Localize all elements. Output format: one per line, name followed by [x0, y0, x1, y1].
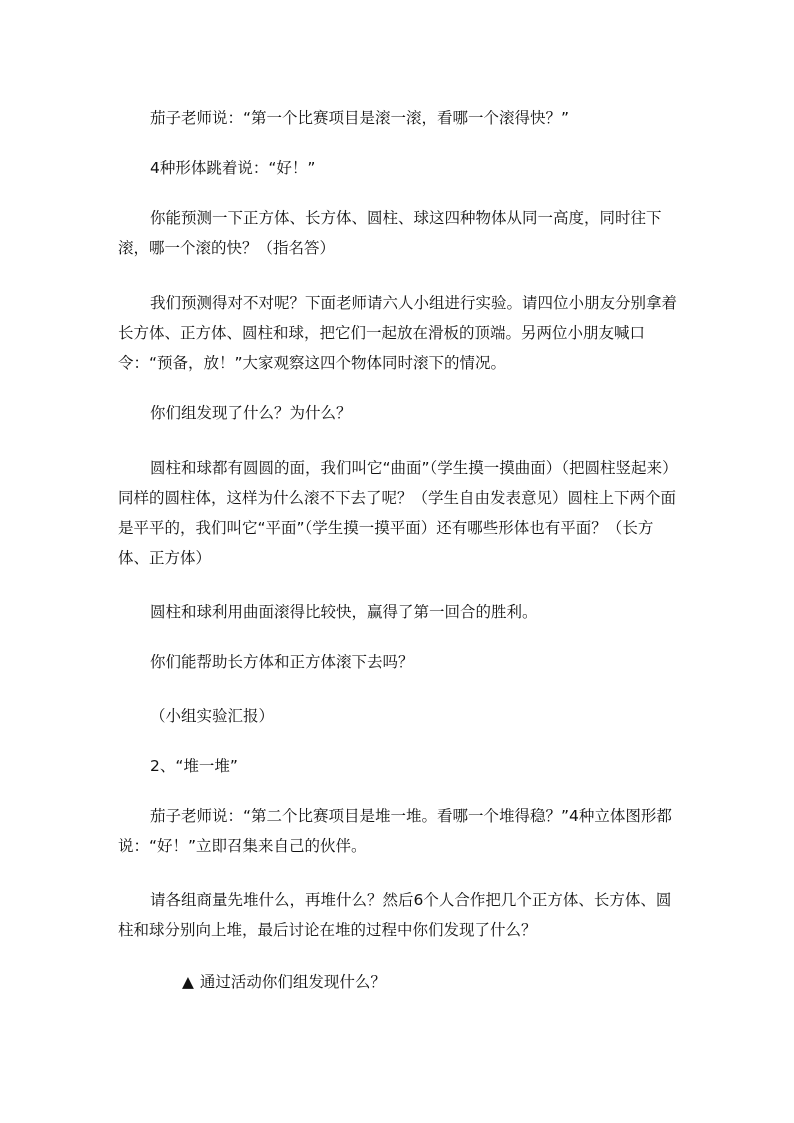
paragraph-8: 你们能帮助长方体和正方体滚下去吗？ — [150, 653, 414, 671]
paragraph-7: 圆柱和球利用曲面滚得比较快，赢得了第一回合的胜利。 — [150, 603, 538, 621]
paragraph-5: 你们组发现了什么？为什么？ — [150, 404, 352, 422]
paragraph-10: 2、“堆一堆” — [150, 757, 238, 775]
paragraph-6: 圆柱和球都有圆圆的面，我们叫它“曲面”（学生摸一摸曲面）（把圆柱竖起来）同样的圆柱体，这样为什么滚不下去了呢？（学生自由发表意见）圆柱上下两个面是平平的，我们叫它“平面”（学生摸一摸平面）还有哪些形体也有平面？（长方体、正方体） — [118, 459, 678, 567]
triangle-bullet-icon: ▲ — [182, 973, 194, 991]
paragraph-4: 我们预测得对不对呢？下面老师请六人小组进行实验。请四位小朋友分别拿着长方体、正方体、圆柱和球，把它们一起放在滑板的顶端。另两位小朋友喊口令：“预备，放！”大家观察这四个物体同时滚下的情况。 — [118, 294, 678, 372]
paragraph-2: 4种形体跳着说：“好！” — [150, 159, 316, 177]
paragraph-12: 请各组商量先堆什么，再堆什么？然后6个人合作把几个正方体、长方体、圆柱和球分别向上堆，最后讨论在堆的过程中你们发现了什么？ — [118, 891, 672, 939]
bullet-text: 通过活动你们组发现什么？ — [199, 973, 386, 991]
bullet-paragraph — [118, 967, 678, 997]
paragraph-3: 你能预测一下正方体、长方体、圆柱、球这四种物体从同一高度，同时往下滚，哪一个滚的快？（指名答） — [118, 209, 662, 257]
paragraph-11: 茄子老师说：“第二个比赛项目是堆一堆。看哪一个堆得稳？”4种立体图形都说：“好！”立即召集来自己的伙伴。 — [118, 807, 672, 855]
paragraph-9: （小组实验汇报） — [150, 707, 275, 725]
paragraph-1: 茄子老师说：“第一个比赛项目是滚一滚，看哪一个滚得快？” — [150, 109, 570, 127]
